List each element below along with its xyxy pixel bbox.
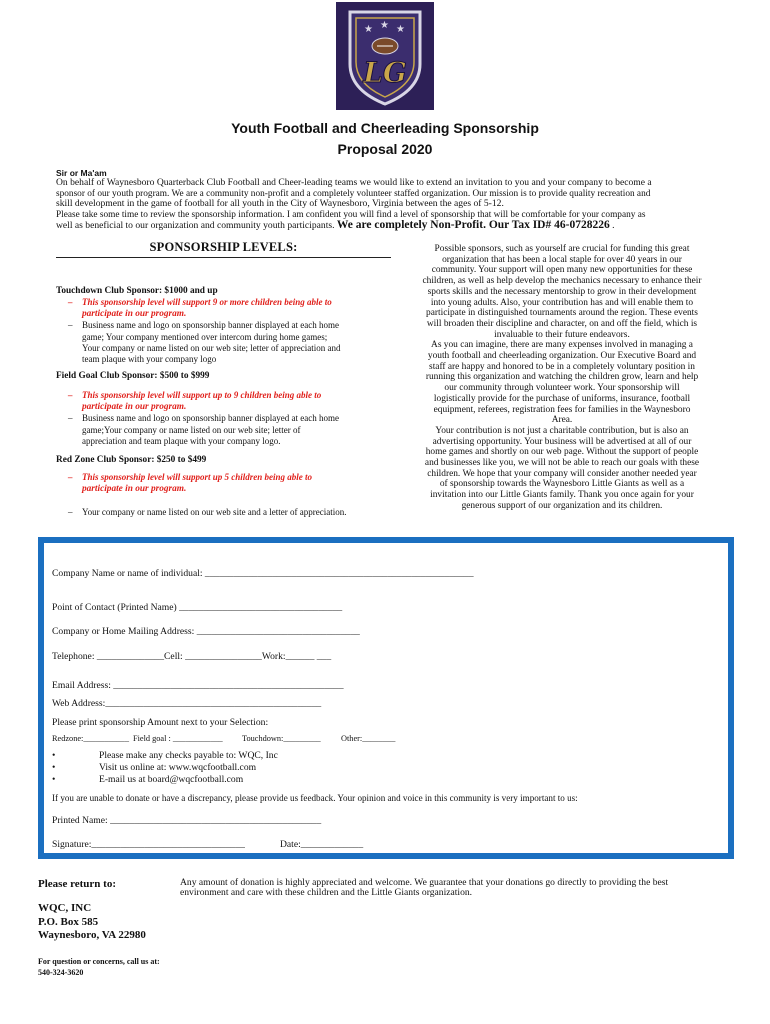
mailing-address-field[interactable]: Company or Home Mailing Address: __________________________________ (52, 626, 360, 637)
intro-line: skill development in the game of football for all youth in the City of Waynesboro, Virginia between the ages of 5-12. (56, 198, 504, 210)
appeal-line: Area. (551, 415, 573, 426)
redzone-support-cont: participate in our program. (82, 483, 187, 494)
appeal-line: staff are happy and honored to be in a completely voluntary position in (429, 361, 695, 372)
appeal-line: advertising opportunity. Your business will be advertised at all of our (432, 436, 692, 447)
appeal-line: community. Your support will open many new opportunities for these (431, 265, 693, 276)
logo-lettering: LG (363, 56, 407, 89)
appeal-line: will broaden their discipline and character, on and off the field, which is (426, 318, 698, 329)
svg-text:★: ★ (396, 24, 405, 35)
appeal-line: and businesses like you, we will not be able to reach our goals with these (424, 458, 700, 469)
touchdown-amount-field[interactable]: Touchdown:_________ (242, 734, 321, 743)
benefit-line: Your company or name listed on our web site; letter of appreciation and (82, 343, 341, 354)
intro-line: sponsor of our youth program. We are a community non-profit and a completely volunteer staffed organization. Our mission is to provide quality recreation and (56, 188, 651, 199)
appeal-line: children. We hope that your company will consider another needed year (427, 468, 697, 479)
bullet: • (52, 750, 56, 761)
text: This sponsorship level will support 9 or more children being able to (82, 297, 332, 308)
po-box: P.O. Box 585 (38, 915, 99, 928)
svg-text:★: ★ (364, 24, 373, 35)
dash: – (68, 390, 73, 401)
appeal-line: logistically provide for the purchase of uniforms, insurance, football (433, 393, 691, 404)
appeal-line: invitation into our Little Giants family. Thank you once again for your (430, 490, 694, 501)
text: This sponsorship level will support up to 9 children being able to (82, 390, 322, 401)
touchdown-support-cont: participate in our program. (82, 308, 187, 319)
website-link[interactable]: Visit us online at: www.wqcfootball.com (99, 762, 257, 773)
intro-paragraph (56, 168, 721, 231)
intro-end: . (609, 220, 615, 232)
phone-number: 540-324-3620 (38, 968, 84, 977)
redzone-benefits (56, 507, 386, 518)
feedback-note: If you are unable to donate or have a discrepancy, please provide us feedback. Your opinion and voice in this community is very important to us: (52, 793, 578, 803)
email-link[interactable]: E-mail us at board@wqcfootball.com (99, 774, 244, 785)
text: Business name and logo on sponsorship banner displayed at each home (82, 320, 339, 331)
redzone-tier (56, 455, 386, 519)
levels-divider (56, 257, 391, 258)
svg-text:★: ★ (380, 20, 389, 31)
appeal-line: our community through volunteer work. Your sponsorship will (444, 383, 680, 394)
appeal-line: running this organization and watching the children grow, learn and help (425, 372, 699, 383)
touchdown-support (56, 297, 386, 308)
touchdown-benefits (56, 320, 386, 331)
benefit-line: game;Your company or name listed on our web site; letter of (82, 424, 301, 435)
signature-field[interactable]: Signature:________________________________ (52, 839, 245, 850)
appeal-line: generous support of our organization and its children. (461, 500, 663, 511)
fieldgoal-title: Field Goal Club Sponsor: $500 to $999 (56, 371, 210, 381)
city-state-zip: Waynesboro, VA 22980 (38, 929, 146, 942)
appeal-line: Possible sponsors, such as yourself are crucial for funding this great (434, 244, 690, 254)
contact-phone (38, 956, 160, 978)
text: This sponsorship level will support up 5 children being able to (82, 472, 313, 483)
dash: – (68, 472, 73, 483)
amount-instruction: Please print sponsorship Amount next to your Selection: (52, 717, 269, 728)
email-address-field[interactable]: Email Address: ________________________________________________ (52, 680, 344, 691)
sponsor-appeal-text (414, 244, 710, 512)
benefit-line: game; Your company mentioned over intercom during home games; (82, 331, 328, 342)
donation-note (180, 878, 745, 899)
org-name: WQC, INC (38, 902, 92, 914)
point-of-contact-field[interactable]: Point of Contact (Printed Name) __________________________________ (52, 602, 343, 613)
appeal-line: sports skills and the necessary mentorship to grow in their development (427, 286, 697, 297)
text: Business name and logo on sponsorship banner displayed at each home (82, 413, 339, 424)
appeal-line: Your contribution is not just a charitable contribution, but is also an (435, 425, 689, 436)
redzone-support (56, 472, 386, 483)
dash: – (68, 297, 73, 308)
return-heading: Please return to: (38, 878, 116, 890)
appeal-line: of sponsorship towards the Waynesboro Little Giants as well as a (439, 479, 685, 490)
question-label: For question or concerns, call us at: (38, 957, 160, 966)
company-name-field[interactable]: Company Name or name of individual: ________________________________________________________ (52, 568, 474, 579)
return-address (38, 902, 146, 943)
bullet: • (52, 762, 56, 773)
text: Your company or name listed on our web site and a letter of appreciation. (82, 507, 347, 518)
checks-payable: Please make any checks payable to: WQC, Inc (99, 750, 278, 761)
touchdown-tier (56, 286, 386, 366)
appeal-line: youth football and cheerleading organization. Our Executive Board and (427, 351, 697, 362)
fieldgoal-support-cont: participate in our program. (82, 401, 187, 412)
dash: – (68, 320, 73, 331)
appeal-line: As you can imagine, there are many expenses involved in managing a (431, 340, 693, 351)
donation-line: Any amount of donation is highly appreciated and welcome. We guarantee that your donations go directly to providing the best (180, 877, 669, 888)
intro-line: On behalf of Waynesboro Quarterback Club Football and Cheer-leading teams we would like to extend an invitation to you and your company to become a (56, 177, 652, 189)
appeal-line: invaluable to their future endeavors. (494, 329, 630, 340)
printed-name-field[interactable]: Printed Name: ____________________________________________ (52, 815, 322, 826)
benefit-line: team plaque with your company logo (82, 354, 217, 365)
appeal-line: organization that has been a local staple for over 40 years in our (442, 254, 682, 265)
web-address-field[interactable]: Web Address:_____________________________________________ (52, 698, 322, 709)
appeal-line: into young adults. Also, your contribution has and will enable them to (430, 297, 694, 308)
fieldgoal-support (56, 390, 386, 401)
intro-line-tax (56, 220, 721, 231)
redzone-title: Red Zone Club Sponsor: $250 to $499 (56, 455, 207, 465)
page-subtitle: Proposal 2020 (337, 141, 433, 157)
touchdown-title: Touchdown Club Sponsor: $1000 and up (56, 286, 218, 296)
club-logo (336, 2, 434, 110)
tax-id: We are completely Non-Profit. Our Tax ID# 46-0728226 (336, 219, 610, 232)
dash: – (68, 413, 73, 424)
benefit-line: appreciation and team plaque with your company logo. (82, 436, 281, 447)
fieldgoal-tier (56, 371, 386, 447)
salutation: Sir or Ma'am (56, 168, 107, 178)
dash: – (68, 507, 73, 518)
donation-line: environment and care with these children and the Little Giants organization. (180, 887, 473, 899)
fieldgoal-benefits (56, 413, 386, 424)
redzone-amount-field[interactable]: Redzone:___________ (52, 734, 129, 743)
page-title: Youth Football and Cheerleading Sponsorship (231, 120, 539, 136)
intro-line: Please take some time to review the sponsorship information. I am confident you will find a level of sponsorship that will be comfortable for your company as (56, 209, 646, 220)
date-field[interactable]: Date:_____________ (280, 839, 364, 850)
other-amount-field[interactable]: Other:________ (341, 734, 396, 743)
appeal-line: children, as well as help develop the mechanics necessary to enhance their (422, 276, 702, 287)
telephone-field[interactable]: Telephone: ______________Cell: ________________Work:______ ___ (52, 651, 332, 662)
levels-heading: SPONSORSHIP LEVELS: (149, 240, 298, 254)
appeal-line: home games and shortly on our web page. Without the support of people (425, 447, 699, 458)
intro-text: well as beneficial to our organization and community youth participants. (56, 220, 337, 232)
fieldgoal-amount-field[interactable]: Field goal : ____________ (133, 734, 223, 743)
bullet: • (52, 774, 56, 785)
appeal-line: participate in distinguished tournaments around the region. These events (426, 308, 698, 319)
appeal-line: equipment, referees, registration fees for families in the Waynesboro (433, 404, 691, 415)
